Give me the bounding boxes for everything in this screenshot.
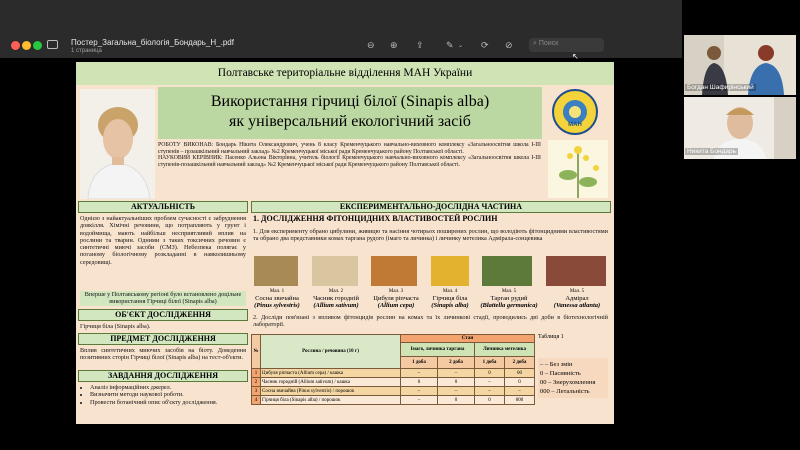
experiment-paragraph-2: 2. Досліди пов'язані з впливом фітонцидів рослин на комах та їх личинкові стадії, проводились дві доби в біотехнологічній лабораторії. (253, 314, 608, 329)
object-text: Гірчиця біла (Sinapis alba). (80, 323, 151, 330)
table-header-day1: 1 доба (474, 357, 504, 369)
section1-title: 1. ДОСЛІДЖЕННЯ ФІТОНЦИДНИХ ВЛАСТИВОСТЕЙ РОСЛИН (253, 214, 498, 223)
search-input[interactable] (529, 38, 604, 52)
markup-pen-icon[interactable]: ✎ (446, 40, 454, 50)
plant-label-6: Мал. 5 Адмірал (Vanessa atlanta) (553, 289, 601, 309)
list-item: • Визначити методи наукової роботи. (90, 391, 246, 398)
legend-item: 000 – Летальність (540, 388, 590, 395)
table-row: 1 Цибуля ріпчаста (Allium cepa) / кашка – – 0 00 (252, 369, 535, 378)
relevance-text: Однією з найактуальніших проблем сучасності є забруднення довкілля. Хімічні речовини, що потрапляють у грунт і водоймища, мають найбільш несприятливий вплив на рослини та тварин. Одними з таких токсичних речовин є синтетичні миючі засоби (СМЗ). Небезпека полягає у поганому біологічному розкладанні в навколишньому середовищі. (80, 215, 246, 266)
table-header-day2: 2 доба (504, 357, 534, 369)
document-title: Постер_Загальна_біологія_Бондарь_Н_.pdf (71, 38, 234, 47)
table-header-day2: 2 доба (437, 357, 474, 369)
close-window-button[interactable] (11, 41, 20, 50)
relevance-note: Вперше у Полтавському регіоні було встановлено доцільне використання Гірчиці білої (Sinapis alba) (80, 291, 246, 306)
participant-name-2: Никита Бондарь (687, 148, 737, 155)
list-item: • Аналіз інформаційних джерел. (90, 384, 246, 391)
video-tile-participant-1[interactable] (684, 35, 796, 95)
table-legend (538, 358, 608, 398)
search-placeholder: Поиск (538, 40, 559, 47)
experiment-title: ЕКСПЕРИМЕНТАЛЬНО-ДОСЛІДНА ЧАСТИНА (251, 201, 611, 213)
subject-text: Вплив синтетичних миючих засобів на біоту. Доведення позитивних сторін Гірчиці білої (Sinapis alba) на тест-об'єкти. (80, 347, 246, 362)
zoom-out-icon[interactable]: ⊖ (367, 40, 375, 50)
plant-label-5: Мал. 5 Тарган рудий (Blattella germanica) (480, 289, 538, 309)
participant-name-1: Богдан Шафирінський (687, 84, 754, 91)
plant-label-4: Мал. 4 Гірчиця біла (Sinapis alba) (431, 289, 469, 309)
table-header-plant: Рослина / речовина (10 г) (261, 335, 401, 369)
author-info (158, 142, 541, 168)
advisor-text: НАУКОВИЙ КЕРІВНИК: Пасенко Альона Вікторівна, учитель біології Кременчуцького навчально-виховного комплексу «Загальноосвітня школа І-ІІІ ступенів-позашкільний навчальний заклад» №2 Кременчуцької міської ради Кременчуцького району Полтавської області. (158, 155, 541, 168)
plant-label-1: Мал. 1 Сосна звичайна (Pinus sylvestris) (254, 289, 300, 309)
mouse-cursor-icon: ↖ (572, 52, 579, 61)
table-header-larva: Личинка метелика (474, 343, 534, 357)
author-photo (80, 89, 155, 199)
legend-item: 0 – Пасивність (540, 370, 581, 377)
poster-header: Полтавське територіальне відділення МАН України (76, 62, 614, 85)
table-header-day1: 1 доба (401, 357, 438, 369)
legend-item: – – Без змін (540, 361, 573, 368)
experiment-paragraph-1: 1. Для експерименту обрано цибулини, живицю та насіння чотирьох поширених рослин, що володіють фітонцидними властивостями та обрано два представники комах таргана рудого (імаго та личинка) і личинку метелика Адмірала-сонцевика (253, 228, 608, 243)
list-item: • Провести ботанічний опис об'єкту дослідження. (90, 399, 246, 406)
table-header-num: № (252, 335, 261, 369)
search-icon: ⌕ (533, 40, 539, 47)
poster-title-line2: як універсальний екологічний засіб (229, 113, 471, 130)
mustard-plant-illustration (548, 140, 608, 198)
document-subtitle: 1 страница (71, 48, 102, 54)
annotate-icon[interactable]: ⊘ (505, 40, 513, 50)
table-row: 2 Часник городній (Allium sativum) / кашка 0 0 – 0 (252, 378, 535, 387)
garlic-image (312, 256, 358, 286)
results-table (251, 334, 535, 405)
tasks-title: ЗАВДАННЯ ДОСЛІДЖЕННЯ (78, 370, 248, 382)
share-icon[interactable]: ⇪ (416, 40, 424, 50)
legend-item: 00 – Знерухомлення (540, 379, 596, 386)
minimize-window-button[interactable] (22, 41, 31, 50)
table-header-state: Стан (401, 335, 535, 343)
poster-title-line1: Використання гірчиці білої (Sinapis alba) (210, 93, 490, 110)
viewer-toolbar (0, 0, 682, 61)
man-logo (548, 88, 603, 136)
rotate-icon[interactable]: ⟳ (481, 40, 489, 50)
chevron-down-icon[interactable]: ⌄ (458, 43, 464, 49)
mustard-image (431, 256, 469, 286)
table-header-imago: Імаго, личинка таргана (401, 343, 475, 357)
onion-image (371, 256, 417, 286)
table-row: 3 Сосна звичайна (Pinus sylvestris) / порошок – – – – (252, 387, 535, 396)
object-title: ОБ'ЄКТ ДОСЛІДЖЕННЯ (78, 309, 248, 321)
poster-page (76, 62, 614, 424)
subject-title: ПРЕДМЕТ ДОСЛІДЖЕННЯ (78, 333, 248, 345)
plant-label-3: Мал. 3 Цибуля ріпчаста (Allium cepa) (373, 289, 419, 309)
video-tile-participant-2[interactable] (684, 97, 796, 159)
butterfly-image (546, 256, 606, 286)
cockroach-image (482, 256, 532, 286)
relevance-title: АКТУАЛЬНІСТЬ (78, 201, 248, 213)
maximize-window-button[interactable] (33, 41, 42, 50)
sidebar-toggle-icon[interactable] (47, 40, 58, 49)
author-text: РОБОТУ ВИКОНАВ: Бондарь Нікита Олександрович, учень 8 класу Кременчуцького навчально-виховного комплексу «Загальноосвітня школа І-ІІІ ступенів – позашкільний навчальний заклад» №2 Кременчуцької міської ради Кременчуцького району Полтавської області. (158, 142, 541, 155)
tasks-list (90, 384, 246, 406)
logo-text: МАН (568, 122, 582, 128)
zoom-in-icon[interactable]: ⊕ (390, 40, 398, 50)
table-row: 4 Гірчиця біла (Sinapis alba) / порошок – 0 0 000 (252, 396, 535, 405)
poster-title-block (158, 87, 542, 139)
pine-image (254, 256, 298, 286)
plant-label-2: Мал. 2 Часник городній (Allium sativum) (313, 289, 359, 309)
table-caption: Таблиця 1 (538, 334, 564, 340)
